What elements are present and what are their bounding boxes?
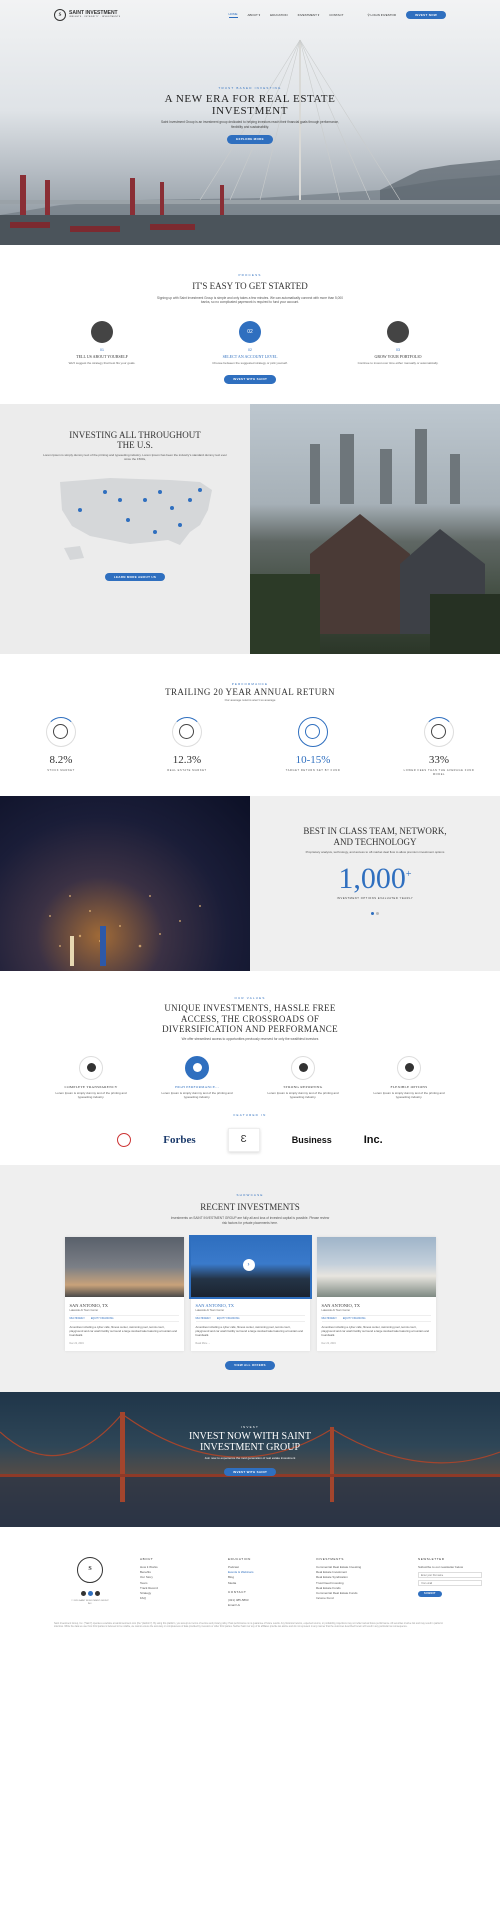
feature-desc: Lorem Ipsum is simply dummy text of the printing and typesetting industry. [161,1090,233,1099]
card-tag: EQUITY FINANCING [342,1317,366,1321]
returns-title: TRAILING 20 YEAR ANNUAL RETURN [165,686,335,697]
footer-link[interactable]: Our Story [140,1575,153,1580]
featured-in-label: FEATURED IN [233,1113,267,1118]
footer-link[interactable]: Commercial Real Estate Funds [316,1591,358,1596]
step-title: TELL US ABOUT YOURSELF [76,353,128,359]
recent-intro: Investments on SAINT INVESTMENT GROUP are fully all and loss of invested capital is possible. Please review risk factors for private placements here. [170,1216,330,1225]
returns-eyebrow: PERFORMANCE [231,681,269,686]
investing-map-section [0,404,500,654]
stat-item [151,717,223,777]
steps-title: IT'S EASY TO GET STARTED [192,281,308,292]
stat-value: 8.2% [49,753,73,766]
slider-dot[interactable] [376,912,379,915]
ec-logo-icon[interactable]: Ɛ [228,1128,260,1152]
step-title: GROW YOUR PORTFOLIO [374,353,422,359]
footer-link[interactable]: Commercial Real Estate Investing [316,1564,362,1569]
logo-subtitle: INSIGHTS · INTEGRITY · INVESTMENTS [69,16,121,19]
feature-desc: Lorem Ipsum is simply dummy text of the printing and typesetting industry. [267,1090,339,1099]
copyright: © 2020 SAINT INVESTMENT GROUP INC. [71,1599,109,1605]
card-tags [196,1315,305,1322]
press-logo-seal-icon[interactable] [117,1133,131,1147]
count-number: 1,000 [338,862,406,896]
footer-link[interactable]: Strategy [140,1591,152,1596]
nav-education[interactable]: EDUCATION [270,12,288,17]
feature-title: HIGH PERFORMANCE... [175,1084,219,1089]
returns-subtitle: Our average returns aren't so average [224,698,276,703]
investment-cards [0,1237,500,1351]
read-more-link[interactable]: Read More → [195,1342,211,1346]
invest-now-title: INVEST NOW WITH SAINT INVESTMENT GROUP [189,1430,311,1453]
step-item [354,321,442,366]
stats-row [0,717,500,777]
card-city[interactable]: SAN ANTONIO, TX [69,1303,108,1309]
press-logos [0,1125,500,1155]
card-desc: Amenities including a cyber café, fitness center, swimming pool, tennis court, playground and car wash facility surround a large stocked lake featuring a fountain and boardwalk. [69,1325,177,1338]
footer-logo[interactable] [70,1557,110,1609]
twitter-icon[interactable] [95,1591,100,1596]
card-address: Lakeside At Town Center [321,1309,351,1313]
card-city[interactable]: SAN ANTONIO, TX [195,1303,234,1309]
card-date: Dec 22, 2019 [321,1342,336,1346]
returns-section [0,654,500,797]
card-desc: Amenities including a cyber café, fitness center, swimming pool, tennis court, playground and car wash facility surround a large stocked lake featuring a fountain and boardwalk. [321,1325,429,1338]
login-link[interactable] [368,13,396,17]
logo-seal-icon: S [54,9,66,21]
submit-button[interactable]: SUBMIT [418,1591,442,1597]
recent-investments-section [0,1165,500,1391]
transparency-icon [79,1056,103,1080]
site-footer [0,1527,500,1640]
recent-eyebrow: SHOWCASE [236,1193,264,1198]
map-title: INVESTING ALL THROUGHOUT THE U.S. [69,429,201,450]
card-tag: EQUITY FINANCING [216,1317,240,1321]
stat-item [25,717,97,777]
first-name-input[interactable] [418,1572,482,1578]
house-photo [317,1237,436,1297]
painted-ladies-image [250,404,500,654]
feature-item [155,1056,239,1099]
stat-value: 10-15% [295,753,331,766]
fees-icon [424,717,454,747]
nav-investment[interactable]: INVESTMENT ▾ [297,12,320,17]
card-desc: Amenities including a cyber café, fitness center, swimming pool, tennis court, playground and car wash facility surround a large stocked lake featuring a fountain and boardwalk. [195,1325,303,1338]
phone-link[interactable]: (321) 485-5893 [228,1598,249,1603]
account-level-icon: 02 [239,321,261,343]
card-tag: MULTIFAMILY [195,1317,211,1321]
footer-education-col [228,1557,286,1609]
footer-columns [0,1527,500,1609]
footer-link[interactable]: Trust Deed Investing [316,1580,344,1585]
footer-link[interactable]: Media [228,1580,237,1585]
footer-link[interactable]: How it Works [140,1564,158,1569]
card-tag: MULTIFAMILY [69,1317,85,1321]
card-tag: MULTIFAMILY [321,1317,337,1321]
stock-chart-icon [46,717,76,747]
slider-dot[interactable] [371,912,374,915]
footer-link[interactable]: Blog [228,1575,235,1580]
view-icon[interactable]: › [243,1259,255,1271]
hero-text: Saint Investment Group is an investment group dedicated to helping investors reach their financial goals through performance, flexibility and sustainability. [161,120,339,129]
values-eyebrow: OUR VALUES [234,996,266,1001]
target-icon [298,717,328,747]
hero-content [0,86,500,144]
nav-about[interactable]: ABOUT ▾ [247,12,261,17]
investment-card[interactable] [65,1237,184,1351]
legal-disclaimer: Saint Investment Group, Inc. ("Saint") operates a website at saintinvestment.com (the "platform"). By using this platform, you accept our terms of service and privacy policy. Past performance is no guarantee of future results. Any historical returns, expected returns, or probability projections may not reflect actual future performance. All securities involve risk and may result in partial or total loss. While the data we use from third parties is believed to be reliable, we cannot ensure the accuracy or completeness of data provided by investors or other third parties. Neither Saint nor any of its affiliates provide tax advice and do not represent in any manner that the outcomes described herein will result in any particular tax consequence. [54,1622,444,1628]
card-address: Lakeside At Town Center [69,1309,99,1313]
hero-section [0,0,500,245]
social-icons [70,1591,110,1596]
recent-title: RECENT INVESTMENTS [200,1201,300,1212]
feature-desc: Lorem Ipsum is simply dummy text of the printing and typesetting industry. [373,1090,445,1099]
count-label: INVESTMENT OPTIONS EVALUATED YEARLY [336,897,414,901]
newsletter-text: Subscribe to our newsletter below [418,1564,464,1569]
forbes-logo[interactable]: Forbes [163,1133,196,1146]
features-row [0,1056,500,1099]
footer-heading: ABOUT [140,1556,154,1561]
footer-link[interactable]: Real Estate Syndication [316,1575,348,1580]
footer-link[interactable]: Income Fund [316,1596,334,1601]
stat-label: TARGET RETURN SET BY FUND [285,768,341,772]
inc-logo[interactable]: Inc. [363,1133,383,1146]
footer-heading: NEWSLETTER [418,1556,445,1561]
logo-text [69,11,120,19]
logo-name: SAINT INVESTMENT [69,10,118,17]
stat-label: STOCK MARKET [47,768,75,772]
us-map-image [50,470,220,565]
view-all-offers-button[interactable]: VIEW ALL OFFERS [225,1361,275,1369]
house-photo [191,1237,310,1297]
step-item [58,321,146,366]
stat-value: 33% [428,753,450,766]
stat-item [277,717,349,777]
profile-icon [91,321,113,343]
nav-home[interactable]: HOME [228,12,238,17]
invest-now-button[interactable]: INVEST WITH SAINT [224,1468,276,1476]
footer-heading: EDUCATION [228,1556,251,1561]
investment-card[interactable] [191,1237,310,1351]
footer-seal-icon: S [77,1557,103,1583]
footer-link[interactable]: Benefits [140,1570,151,1575]
footer-heading: INVESTMENTS [316,1556,344,1561]
feature-item [49,1056,133,1099]
main-nav [229,11,446,19]
feature-title: STRONG REPORTING [283,1084,323,1089]
stat-label: REAL ESTATE MARKET [167,768,207,772]
feature-title: COMPLETE TRANSPARENCY [64,1084,118,1089]
count-plus: + [405,869,412,881]
footer-link[interactable]: Team [140,1580,148,1585]
invest-now-section [0,1392,500,1527]
linkedin-icon[interactable] [88,1591,93,1596]
step-desc: Continue to invest over time either manually or automatically. [357,361,439,366]
newsletter [418,1557,482,1609]
header-invest-button[interactable]: INVEST NOW [406,11,446,19]
footer-heading: CONTACT [228,1589,247,1594]
learn-more-about-us-button[interactable]: LEARN MORE ABOUT US [105,573,165,581]
city-houses-illustration [250,404,500,654]
footer-link[interactable]: Real Estate Investment [316,1570,348,1575]
steps-list [0,321,500,366]
best-in-class-panel [250,796,500,971]
card-tags [70,1315,179,1322]
stat-value: 12.3% [172,753,202,766]
footer-link[interactable]: Track Record [140,1585,158,1590]
map-panel [0,404,250,654]
step-number: 01 [100,347,104,352]
flexible-options-icon [397,1056,421,1080]
steps-eyebrow: PROCESS [238,273,262,277]
stat-label: LOWER FEES THAN THE AVERAGE FUND MODEL [403,768,475,776]
card-tag: EQUITY FINANCING [90,1317,114,1321]
invest-with-saint-button[interactable]: INVEST WITH SAINT [224,375,276,383]
facebook-icon[interactable] [81,1591,86,1596]
get-started-section [0,245,500,404]
reporting-icon [291,1056,315,1080]
business-logo[interactable]: Business [291,1135,332,1146]
feature-item [261,1056,345,1099]
step-title: SELECT AN ACCOUNT LEVEL [222,353,278,359]
card-tags [322,1315,431,1322]
slider-dots [250,911,500,917]
card-date: Dec 22, 2019 [69,1342,84,1346]
footer-link[interactable]: Podcast [228,1564,239,1569]
footer-link[interactable]: Events & Webinars [228,1570,254,1575]
values-section [0,971,500,1165]
hero-eyebrow: TRUST BASED INVESTING [218,86,282,90]
email-input[interactable] [418,1580,482,1586]
step-desc: Choose between the suggested strategy or pick yourself. [212,361,288,366]
email-link[interactable]: Email Us [228,1603,241,1608]
best-title: BEST IN CLASS TEAM, NETWORK, AND TECHNOLOGY [303,826,447,847]
site-logo[interactable] [54,9,120,21]
step-number: 02 [248,347,252,352]
footer-link[interactable]: FAQ [140,1596,147,1601]
hero-title: A NEW ERA FOR REAL ESTATE INVESTMENT [164,93,336,118]
stat-item [403,717,475,777]
feature-title: FLEXIBLE OPTIONS [390,1084,428,1089]
map-text: Lorem Ipsum is simply dummy text of the printing and typesetting industry. Lorem Ipsum has been the industry's standard dummy text ever since the 1500s, [43,453,227,462]
portfolio-icon [387,321,409,343]
invest-now-text: Join now to experience the next generation of real estate investment [204,1455,296,1460]
values-intro: We offer streamlined access to opportunities previously reserved for only the wealthiest investors [181,1037,319,1042]
best-text: Proprietary analysis, technology, and access to off-market deal flow to allow premium investment options [305,849,445,854]
site-header [0,0,500,30]
city-night-image [0,796,250,971]
card-address: Lakeside At Town Center [195,1309,225,1313]
invest-now-eyebrow: INVEST [240,1424,260,1429]
city-lights-illustration [0,796,250,971]
values-title: UNIQUE INVESTMENTS, HASSLE FREE ACCESS, THE CROSSROADS OF DIVERSIFICATION AND PERFORMANCE [162,1003,338,1035]
investment-count [250,864,500,894]
performance-icon [185,1056,209,1080]
footer-about-col [140,1557,198,1609]
explore-more-button[interactable]: EXPLORE MORE [227,135,273,143]
feature-item [367,1056,451,1099]
feature-desc: Lorem Ipsum is simply dummy text of the printing and typesetting industry. [55,1090,127,1099]
investment-card[interactable] [317,1237,436,1351]
step-desc: We'll suggest the strategy that best fits your goals. [68,361,136,366]
step-number: 03 [396,347,400,352]
house-photo [65,1237,184,1297]
footer-investments-col [316,1557,388,1609]
real-estate-chart-icon [172,717,202,747]
user-icon: ⚲ [367,12,371,17]
nav-contact[interactable]: CONTACT [329,12,344,17]
login-label: LOGIN INVESTOR [370,12,396,17]
card-city[interactable]: SAN ANTONIO, TX [321,1303,360,1309]
footer-link[interactable]: Real Estate Funds [316,1585,341,1590]
step-item [206,321,294,366]
best-in-class-section [0,796,500,971]
steps-intro: Signing up with Saint Investment Group is simple and only takes a few minutes. We can automatically connect with more than 5,000 banks, so no complicated paperwork is required to fund your account. [157,295,343,305]
